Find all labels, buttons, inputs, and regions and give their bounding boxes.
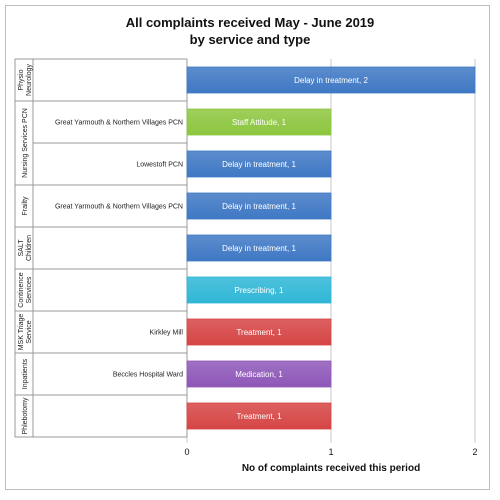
bar-data-label: Staff Attitude, 1 bbox=[231, 118, 287, 127]
row-sublabel: Kirkley Mill bbox=[149, 329, 183, 337]
chart-title-line-1: All complaints received May - June 2019 bbox=[125, 15, 375, 30]
x-tick-label: 2 bbox=[472, 447, 478, 457]
bar-data-label: Delay in treatment, 1 bbox=[222, 160, 296, 169]
row-sublabel: Beccles Hospital Ward bbox=[112, 371, 183, 379]
group-label: Children bbox=[26, 234, 33, 262]
group-label: SALT bbox=[18, 239, 25, 257]
group-label: Services bbox=[26, 276, 33, 304]
group-label: Nursing Services PCN bbox=[22, 108, 29, 178]
group-label: Continence bbox=[18, 272, 25, 308]
chart-title-line-2: by service and type bbox=[189, 32, 311, 47]
bar-data-label: Medication, 1 bbox=[235, 370, 283, 379]
row-sublabel: Great Yarmouth & Northern Villages PCN bbox=[54, 203, 183, 211]
x-tick-label: 0 bbox=[184, 447, 190, 457]
bar-data-label: Prescribing, 1 bbox=[234, 286, 284, 295]
group-label: Frailty bbox=[22, 196, 29, 216]
group-label: Neurology bbox=[26, 64, 33, 96]
bar-data-label: Treatment, 1 bbox=[236, 412, 282, 421]
bar-data-label: Delay in treatment, 2 bbox=[294, 76, 368, 85]
row-sublabel: Great Yarmouth & Northern Villages PCN bbox=[54, 119, 183, 127]
group-label: Inpatients bbox=[22, 358, 29, 390]
x-tick-label: 1 bbox=[328, 447, 334, 457]
group-label: Phlebotomy bbox=[22, 397, 29, 435]
bar-data-label: Delay in treatment, 1 bbox=[222, 202, 296, 211]
group-label: Physio bbox=[18, 69, 25, 91]
bar-data-label: Treatment, 1 bbox=[236, 328, 282, 337]
row-sublabel: Lowestoft PCN bbox=[136, 161, 183, 169]
x-axis-label: No of complaints received this period bbox=[241, 463, 421, 474]
group-label: MSK Triage bbox=[18, 313, 25, 351]
group-label: Service bbox=[26, 320, 33, 344]
bar-data-label: Delay in treatment, 1 bbox=[222, 244, 296, 253]
